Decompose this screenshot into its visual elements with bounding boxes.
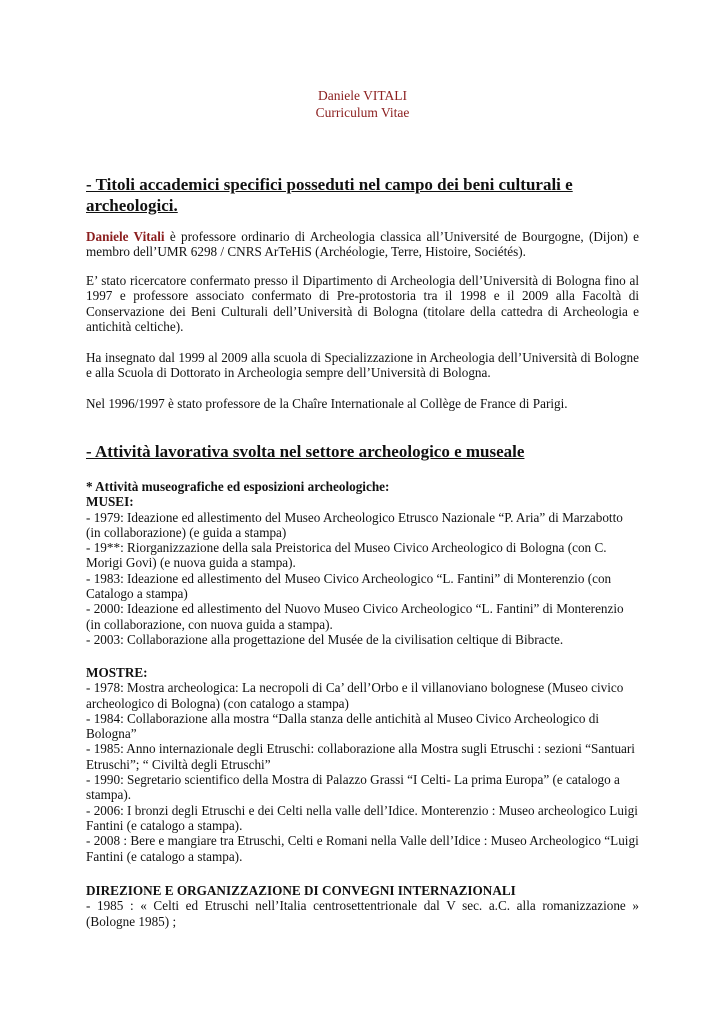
list-item: - 1984: Collaborazione alla mostra “Dalla stanza delle antichità al Museo Civico Archeologico di Bologna” [86, 710, 600, 742]
musei-label: MUSEI: [86, 494, 134, 510]
mostre-label: MOSTRE: [86, 665, 148, 680]
list-item: - 1985: Anno internazionale degli Etruschi: collaborazione alla Mostra sugli Etruschi : sezioni “Santuari Etruschi”; “ Civiltà degli Etruschi” [86, 741, 635, 772]
paragraph-text: E’ stato ricercatore confermato presso il Dipartimento di Archeologia dell’Università di Bologna fino al 1997 e professore associato confermato di Pre-protostoria tra il 1998 e il 2009 alla Facoltà di Conservazione dei Beni Culturali dell’Università di Bologna (titolare della cattedra di Archeologia e antichità celtiche). [86, 273, 639, 334]
paragraph-career [86, 273, 639, 334]
list-item: - 1978: Mostra archeologica: La necropoli di Ca’ dell’Orbo e il villanoviano bolognese (Museo civico archeologico di Bologna) (con catalogo a stampa) [86, 680, 624, 711]
mostre-content [86, 665, 639, 864]
list-item: - 2000: Ideazione ed allestimento del Nuovo Museo Civico Archeologico “L. Fantini” di Monterenzio (in collaborazione, con nuova guida a stampa). [86, 601, 624, 632]
paragraph-text: Nel 1996/1997 è stato professore de la Chaîre Internationale al Collège de France di Parigi. [86, 396, 568, 411]
list-item: - 2008 : Bere e mangiare tra Etruschi, Celti e Romani nella Valle dell’Idice : Museo Archeologico “Luigi Fantini (e catalogo a stampa). [86, 833, 639, 864]
section-heading: - Titoli accademici specifici posseduti nel campo dei beni culturali e archeologici. [86, 175, 573, 215]
convegni-label: DIREZIONE E ORGANIZZAZIONE DI CONVEGNI INTERNAZIONALI [86, 883, 516, 898]
paragraph-position [86, 229, 639, 260]
author-name: Daniele VITALI [317, 88, 407, 103]
musei-list [86, 510, 639, 648]
list-item: - 2006: I bronzi degli Etruschi e dei Celti nella valle dell’Idice. Monterenzio : Museo archeologico Luigi Fantini (e catalogo a stampa). [86, 802, 638, 833]
section-title-activities [86, 441, 639, 462]
mostre-list [86, 680, 639, 864]
document-subtitle: Curriculum Vitae [315, 105, 410, 120]
subheading-museography: * Attività museografiche ed esposizioni archeologiche: [86, 479, 390, 494]
paragraph-text: è professore ordinario di Archeologia classica all’Université de Bourgogne, (Dijon) e membro dell’UMR 6298 / CNRS ArTeHiS (Archéologie, Terre, Histoire, Sociétés). [86, 229, 639, 260]
activities-content [86, 479, 639, 647]
list-item: - 1983: Ideazione ed allestimento del Museo Civico Archeologico “L. Fantini” di Monterenzio (con Catalogo a stampa) [86, 570, 612, 602]
list-item: - 1985 : « Celti ed Etruschi nell’Italia centrosettentrionale dal V sec. a.C. alla romanizzazione » (Bologne 1985) ; [86, 898, 639, 929]
convegni-content [86, 883, 639, 929]
list-item: - 1990: Segretario scientifico della Mostra di Palazzo Grassi “I Celti- La prima Europa” (e catalogo a stampa). [86, 772, 620, 803]
paragraph-teaching [86, 350, 639, 381]
paragraph-college-de-france [86, 396, 639, 411]
list-item: - 19**: Riorganizzazione della sala Preistorica del Museo Civico Archeologico di Bologna (con C. Morigi Govi) (e nuova guida a stampa). [86, 540, 607, 571]
section-heading: - Attività lavorativa svolta nel settore archeologico e museale [86, 442, 525, 461]
list-item: - 1979: Ideazione ed allestimento del Museo Archeologico Etrusco Nazionale “P. Aria” di Marzabotto (in collaborazione) (e guida a stampa) [86, 509, 623, 540]
section-title-academic [86, 174, 639, 216]
paragraph-text: Ha insegnato dal 1999 al 2009 alla scuola di Specializzazione in Archeologia dell’Università di Bologne e alla Scuola di Dottorato in Archeologia sempre dell’Università di Bologna. [86, 350, 639, 381]
highlighted-name: Daniele Vitali [86, 229, 165, 244]
list-item: - 2003: Collaborazione alla progettazione del Musée de la civilisation celtique di Bibracte. [86, 631, 564, 647]
convegni-list [86, 898, 639, 929]
